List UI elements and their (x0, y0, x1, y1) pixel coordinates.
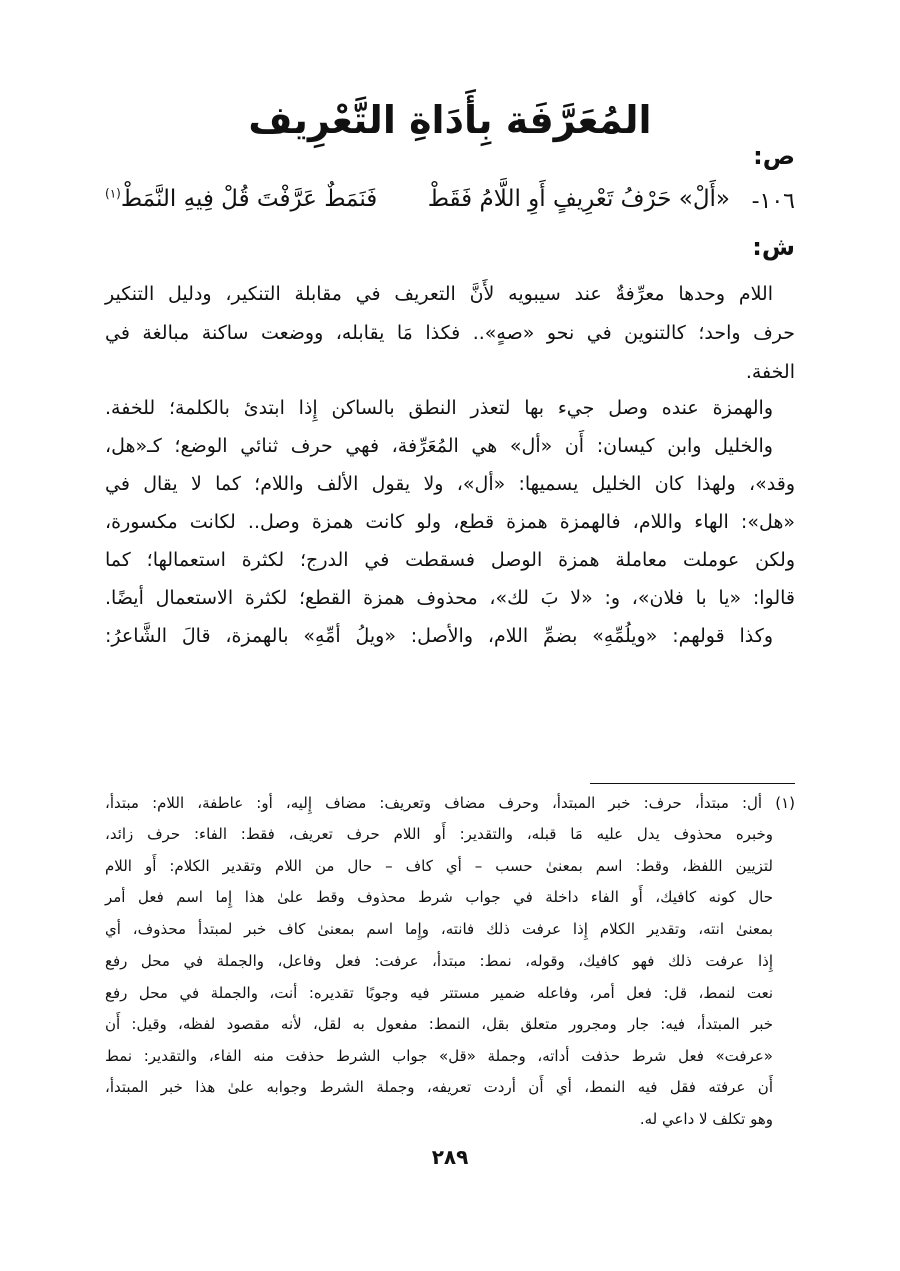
body-text-line: «هل»: الهاء واللام، فالهمزة همزة قطع، ولو كانت همزة وصل.. لكانت مكسورة، (105, 511, 795, 533)
footnote-line: «عرفت» فعل شرط حذفت أداته، وجملة «قل» جواب الشرط حذفت منه الفاء، والتقدير: نمط (105, 1047, 773, 1065)
body-text-line: اللام وحدها معرِّفةٌ عند سيبويه لأَنَّ التعريف في مقابلة التنكير، ودليل التنكير (105, 283, 773, 305)
page-number: ٢٨٩ (431, 1145, 469, 1169)
body-text-line: وكذا قولهم: «ويلُمِّهِ» بضمِّ اللام، والأصل: «ويلُ أمِّهِ» بالهمزة، قالَ الشَّاعرُ: (105, 625, 773, 647)
footnote-line: أَن عرفته فقل فيه النمط، أي أَن أردت تعريفه، وجملة الشرط وجوابه علىٰ هذا خبر المبتدأ، (105, 1078, 773, 1096)
footnote-line: لتزيين اللفظ، وقط: اسم بمعنىٰ حسب – أي كاف – حال من اللام وتقدير الكلام: أَو اللام (105, 857, 773, 875)
body-text-line: وقد»، ولهذا كان الخليل يسميها: «أل»، ولا يقول الألف واللام؛ كما لا يقال في (105, 473, 795, 495)
footnote-line: حال كونه كافيك، أَو الفاء داخلة في جواب شرط محذوف وقط علىٰ هذا إِما اسم فعل أمر (105, 888, 773, 906)
footnote-line: (١) أل: مبتدأ، حرف: خبر المبتدأ، وحرف مضاف وتعريف: مضاف إِليه، أو: عاطفة، اللام: مبتدأ، (105, 794, 795, 812)
verse-number: ١٠٦- (751, 189, 795, 214)
footnote-line: بمعنىٰ انته، وتقدير الكلام إِذا عرفت ذلك فانته، وإِما اسم بمعنىٰ كاف خبر لمبتدأ محذوف، أي (105, 920, 773, 938)
matn-label: ص: (753, 142, 795, 170)
footnote-line: خبر المبتدأ، فيه: جار ومجرور متعلق بقل، النمط: مفعول به لقل، لأنه مقصود لفظه، وقيل: أَن (105, 1015, 773, 1033)
body-text-line: والهمزة عنده وصل جيء بها لتعذر النطق بالساكن إِذا ابتدئ بالكلمة؛ للخفة. (105, 397, 773, 419)
verse-second-hemistich-text: فَنَمَطٌ عَرَّفْتَ قُلْ فِيهِ النَّمَطْ (120, 186, 378, 212)
body-text-line: الخفة. (745, 361, 795, 383)
section-title: المُعَرَّفَة بِأَدَاةِ التَّعْرِيف (248, 98, 652, 142)
body-text-line: قالوا: «يا با فلان»، و: «لا بَ لك»، محذوف همزة القطع؛ لكثرة الاستعمال أيضًا. (105, 587, 795, 609)
sharh-label: ش: (752, 233, 795, 261)
footnote-line: نعت لنمط، قل: فعل أمر، وفاعله ضمير مستتر فيه وجوبًا تقديره: أنت، والجملة في محل رفع (105, 984, 773, 1002)
footnote-line: وهو تكلف لا داعي له. (639, 1110, 773, 1128)
verse-first-hemistich: «أَلْ» حَرْفُ تَعْرِيفٍ أَوِ اللَّامُ فَقَطْ (427, 186, 730, 212)
footnote-line: وخبره محذوف يدل عليه مَا قبله، والتقدير: أَو اللام حرف تعريف، فقط: الفاء: حرف زائد، (105, 825, 773, 843)
footnote-line: إِذا عرفت ذلك فهو كافيك، وقوله، نمط: مبتدأ، عرفت: فعل وفاعل، والجملة في محل رفع (105, 952, 773, 970)
body-text-line: حرف واحد؛ كالتنوين في نحو «صهٍ».. فكذا مَا يقابله، ووضعت ساكنة مبالغة في (105, 322, 795, 344)
body-text-line: ولكن عوملت معاملة همزة الوصل فسقطت في الدرج؛ لكثرة استعمالها؛ كما (105, 549, 795, 571)
body-text-line: والخليل وابن كيسان: أَن «أل» هي المُعَرِّفة، فهي حرف ثنائي الوضع؛ كـ«هل، (105, 435, 773, 457)
verse-second-hemistich (105, 186, 377, 212)
footnote-reference: (١) (105, 186, 121, 201)
footnote-divider (590, 783, 795, 784)
